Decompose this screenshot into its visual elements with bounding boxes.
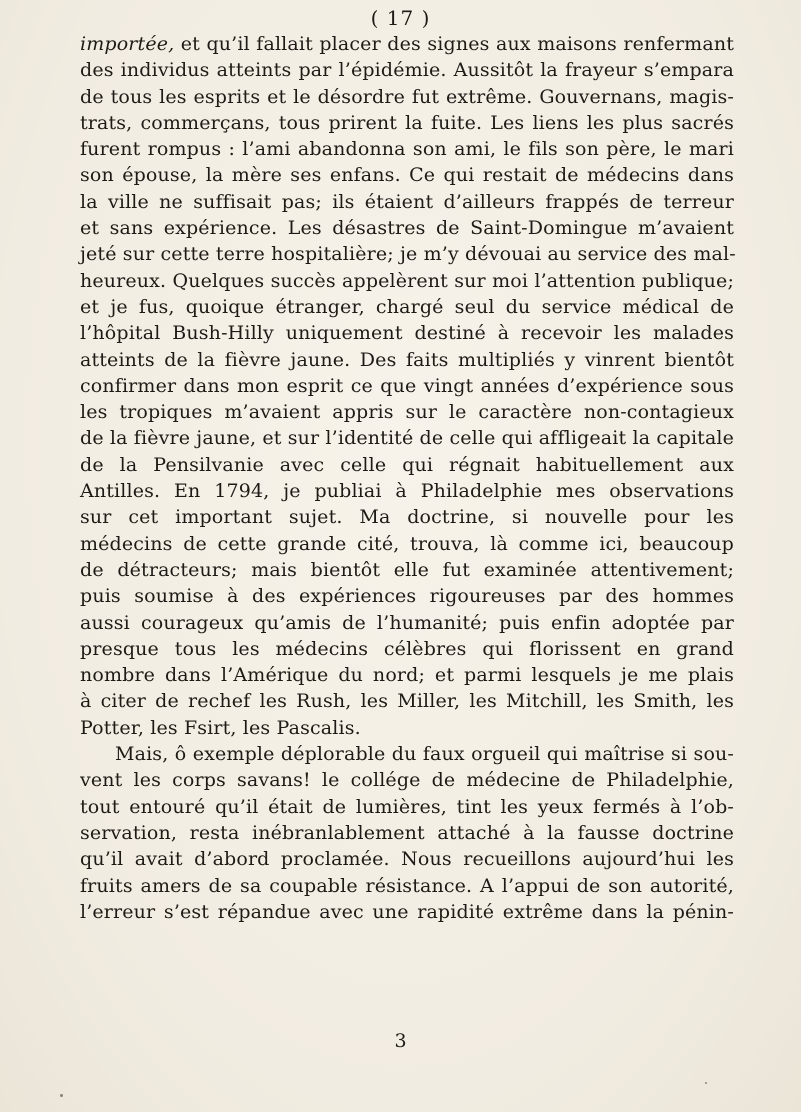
text-line: des individus atteints par l’épidémie. Aussitôt la frayeur s’empara [80,59,734,82]
paper-speck [705,1082,707,1084]
text-line: les tropiques m’avaient appris sur le caractère non-contagieux [80,401,734,424]
text-line: de détracteurs; mais bientôt elle fut examinée attentivement; [80,558,734,581]
text-line: aussi courageux qu’amis de l’humanité; puis enfin adoptée par [80,611,734,634]
text-line: la ville ne suffisait pas; ils étaient d’ailleurs frappés de terreur [80,190,734,213]
text-line: Potter, les Fsirt, les Pascalis. [80,716,361,739]
text-line: de la Pensilvanie avec celle qui régnait habituellement aux [80,453,734,476]
text-line: confirmer dans mon esprit ce que vingt années d’expérience sous [80,374,734,397]
text-line: médecins de cette grande cité, trouva, là comme ici, beaucoup [80,532,734,555]
text-line: l’erreur s’est répandue avec une rapidité extrême dans la pénin- [80,900,734,923]
text-line: Antilles. En 1794, je publiai à Philadelphie mes observations [80,480,734,503]
text-line: et je fus, quoique étranger, chargé seul du service médical de [80,295,734,318]
text-line: l’hôpital Bush-Hilly uniquement destiné à recevoir les malades [80,322,734,345]
text-line: de tous les esprits et le désordre fut extrême. Gouvernans, magis- [80,85,734,108]
text-line: puis soumise à des expériences rigoureuses par des hommes [80,585,734,608]
body-text [80,31,734,925]
text-line: qu’il avait d’abord proclamée. Nous recueillons aujourd’hui les [80,848,734,871]
text-line: atteints de la fièvre jaune. Des faits multipliés y vinrent bientôt [80,348,734,371]
text-line: furent rompus : l’ami abandonna son ami, le fils son père, le mari [80,138,734,161]
text-line: servation, resta inébranlablement attaché à la fausse doctrine [80,821,734,844]
signature-mark: 3 [394,1030,407,1052]
text-line [80,31,734,57]
text-line: tout entouré qu’il était de lumières, tint les yeux fermés à l’ob- [80,795,734,818]
text-line: heureux. Quelques succès appelèrent sur moi l’attention publique; [80,269,734,292]
text-line: et sans expérience. Les désastres de Saint-Domingue m’avaient [80,217,734,240]
text-line: vent les corps savans! le collége de médecine de Philadelphie, [80,769,734,792]
text-line: jeté sur cette terre hospitalière; je m’y dévouai au service des mal- [80,243,736,266]
text-line: trats, commerçans, tous prirent la fuite. Les liens les plus sacrés [80,111,734,134]
text-line: nombre dans l’Amérique du nord; et parmi lesquels je me plais [80,664,734,687]
text-line: fruits amers de sa coupable résistance. A l’appui de son autorité, [80,874,734,897]
text-line: sur cet important sujet. Ma doctrine, si nouvelle pour les [80,506,734,529]
page-number: ( 17 ) [370,6,431,30]
italic-fragment: importée, [80,33,175,55]
text-line: de la fièvre jaune, et sur l’identité de celle qui affligeait la capitale [80,427,735,450]
text-fragment: et qu’il fallait placer des signes aux maisons renfermant [174,33,734,55]
text-line: presque tous les médecins célèbres qui florissent en grand [80,637,734,660]
text-line: Mais, ô exemple déplorable du faux orgueil qui maîtrise si sou- [115,743,734,766]
text-line: son épouse, la mère ses enfans. Ce qui restait de médecins dans [80,164,734,187]
paper-speck [60,1094,63,1097]
text-line: à citer de rechef les Rush, les Miller, les Mitchill, les Smith, les [80,690,734,713]
